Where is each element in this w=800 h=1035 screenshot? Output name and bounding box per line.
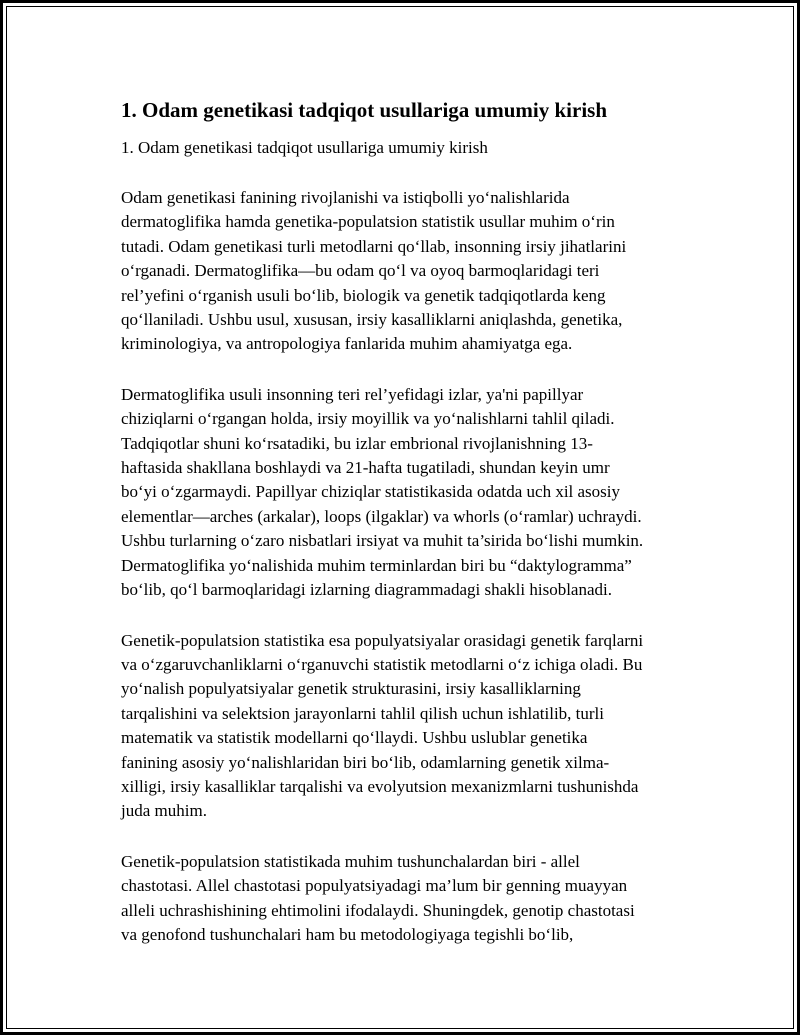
paragraph-line: dermatoglifika hamda genetika-populatsion statistik usullar muhim o‘rin — [121, 212, 615, 232]
paragraph-line: chiziqlarni o‘rgangan holda, irsiy moyillik va yo‘nalishlarni tahlil qiladi. — [121, 409, 615, 429]
paragraph-dermatoglyphics-method — [121, 383, 691, 603]
paragraph-line: Dermatoglifika yo‘nalishida muhim terminlardan biri bu “daktylogramma” — [121, 555, 632, 575]
paragraph-line: fanining asosiy yo‘nalishlaridan biri bo‘lib, odamlarning genetik xilma- — [121, 752, 610, 772]
paragraph-line: alleli uchrashishining ehtimolini ifodalaydi. Shuningdek, genotip chastotasi — [121, 900, 635, 920]
paragraph-line: qo‘llaniladi. Ushbu usul, xususan, irsiy kasalliklarni aniqlashda, genetika, — [121, 310, 623, 330]
paragraph-line: va genofond tushunchalari ham bu metodologiyaga tegishli bo‘lib, — [121, 924, 574, 944]
paragraph-line: matematik va statistik modellarni qo‘llaydi. Ushbu uslublar genetika — [121, 728, 588, 748]
paragraph-dermatoglyphics-intro — [121, 186, 691, 357]
paragraph-line: va o‘zgaruvchanliklarni o‘rganuvchi statistik metodlarni o‘z ichiga oladi. Bu — [121, 654, 643, 674]
paragraph-line: tarqalishini va selektsion jarayonlarni tahlil qilish uchun ishlatilib, turli — [121, 703, 604, 723]
paragraph-line: xilligi, irsiy kasalliklar tarqalishi va evolyutsion mexanizmlarni tushunishda — [121, 776, 639, 796]
paragraph-line: Genetik-populatsion statistika esa populyatsiyalar orasidagi genetik farqlarni — [121, 630, 644, 650]
paragraph-line: kriminologiya, va antropologiya fanlarida muhim ahamiyatga ega. — [121, 334, 573, 354]
paragraph-line: Ushbu turlarning o‘zaro nisbatlari irsiyat va muhit ta’sirida bo‘lishi mumkin. — [121, 531, 644, 551]
paragraph-line: Dermatoglifika usuli insonning teri rel’yefidagi izlar, ya'ni papillyar — [121, 384, 584, 404]
paragraph-population-statistics — [121, 629, 691, 824]
paragraph-line: o‘rganadi. Dermatoglifika—bu odam qo‘l va oyoq barmoqlaridagi teri — [121, 261, 600, 281]
section-subheading: 1. Odam genetikasi tadqiqot usullariga umumiy kirish — [121, 138, 488, 157]
paragraph-line: juda muhim. — [121, 801, 207, 821]
document-body — [121, 97, 691, 947]
paragraph-line: tutadi. Odam genetikasi turli metodlarni qo‘llab, insonning irsiy jihatlarini — [121, 236, 627, 256]
paragraph-line: yo‘nalish populyatsiyalar genetik strukturasini, irsiy kasalliklarning — [121, 679, 581, 699]
paragraph-line: Odam genetikasi fanining rivojlanishi va istiqbolli yo‘nalishlarida — [121, 188, 570, 207]
paragraph-line: bo‘lib, qo‘l barmoqlaridagi izlarning diagrammadagi shakli hisoblanadi. — [121, 580, 612, 600]
section-heading: 1. Odam genetikasi tadqiqot usullariga umumiy kirish — [121, 98, 608, 122]
paragraph-line: Tadqiqotlar shuni ko‘rsatadiki, bu izlar embrional rivojlanishning 13- — [121, 433, 593, 453]
paragraph-line: elementlar—arches (arkalar), loops (ilgaklar) va whorls (o‘ramlar) uchraydi. — [121, 506, 642, 526]
paragraph-line: haftasida shakllana boshlaydi va 21-hafta tugatiladi, shundan keyin umr — [121, 458, 610, 478]
paragraph-line: Genetik-populatsion statistikada muhim tushunchalardan biri - allel — [121, 851, 580, 871]
paragraph-line: bo‘yi o‘zgarmaydi. Papillyar chiziqlar statistikasida odatda uch xil asosiy — [121, 482, 621, 502]
paragraph-line: rel’yefini o‘rganish usuli bo‘lib, biologik va genetik tadqiqotlarda keng — [121, 285, 606, 305]
paragraph-allele-frequency — [121, 850, 691, 948]
paragraph-line: chastotasi. Allel chastotasi populyatsiyadagi ma’lum bir genning muayyan — [121, 876, 628, 896]
